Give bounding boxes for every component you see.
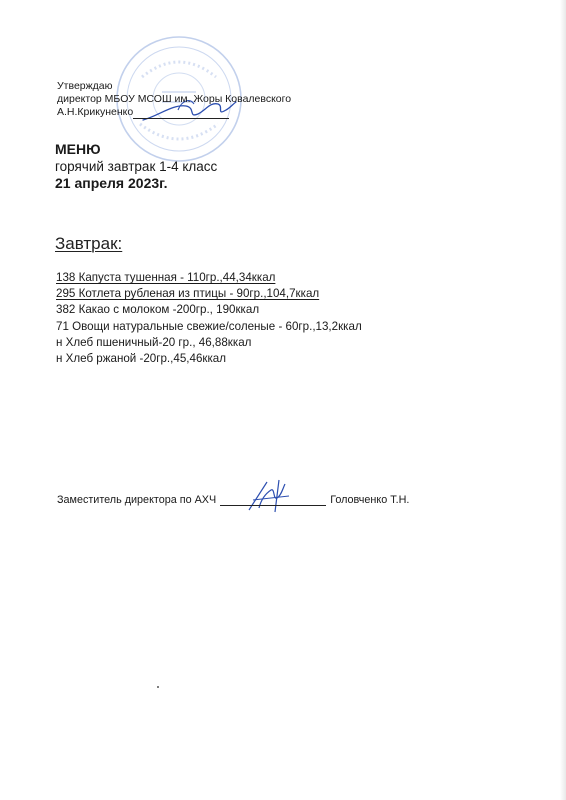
page-edge-shadow [560, 0, 566, 800]
section-heading-breakfast [55, 234, 122, 254]
approval-director-name-line [57, 106, 291, 119]
title-block [55, 141, 217, 192]
menu-item [56, 302, 362, 318]
menu-item [56, 351, 362, 367]
approval-label: Утверждаю [57, 80, 113, 92]
menu-item [56, 335, 362, 351]
section-heading-text: Завтрак: [55, 234, 123, 253]
menu-items-list [56, 270, 362, 367]
signature-line [133, 107, 229, 119]
menu-item [56, 319, 362, 335]
menu-item [56, 270, 362, 286]
deputy-signature-line [220, 493, 326, 506]
deputy-position: Заместитель директора по АХЧ [57, 494, 217, 506]
menu-item-text: 295 Котлета рубленая из птицы - 90гр.,104,7ккал [56, 287, 320, 301]
deputy-name: Головченко Т.Н. [330, 494, 410, 506]
menu-item-text: 382 Какао с молоком -200гр., 190ккал [56, 303, 260, 317]
menu-subtitle: горячий завтрак 1-4 класс [55, 159, 218, 174]
menu-item-text: 71 Овощи натуральные свежие/соленые - 60гр.,13,2ккал [56, 319, 362, 333]
menu-heading: МЕНЮ [55, 141, 101, 157]
menu-item [56, 286, 362, 302]
menu-date: 21 апреля 2023г. [55, 175, 168, 191]
approval-director-name: А.Н.Крикуненко [57, 106, 134, 118]
paper-speck [157, 686, 159, 688]
menu-item-text: 138 Капуста тушенная - 110гр.,44,34ккал [56, 271, 276, 284]
menu-item-text: н Хлеб пшеничный-20 гр., 46,88ккал [56, 335, 252, 349]
approval-director-position: директор МБОУ МСОШ им. Жоры Ковалевского [57, 93, 292, 105]
approval-block [57, 80, 291, 119]
deputy-block [57, 493, 409, 506]
menu-item-text: н Хлеб ржаной -20гр.,45,46ккал [56, 352, 227, 366]
